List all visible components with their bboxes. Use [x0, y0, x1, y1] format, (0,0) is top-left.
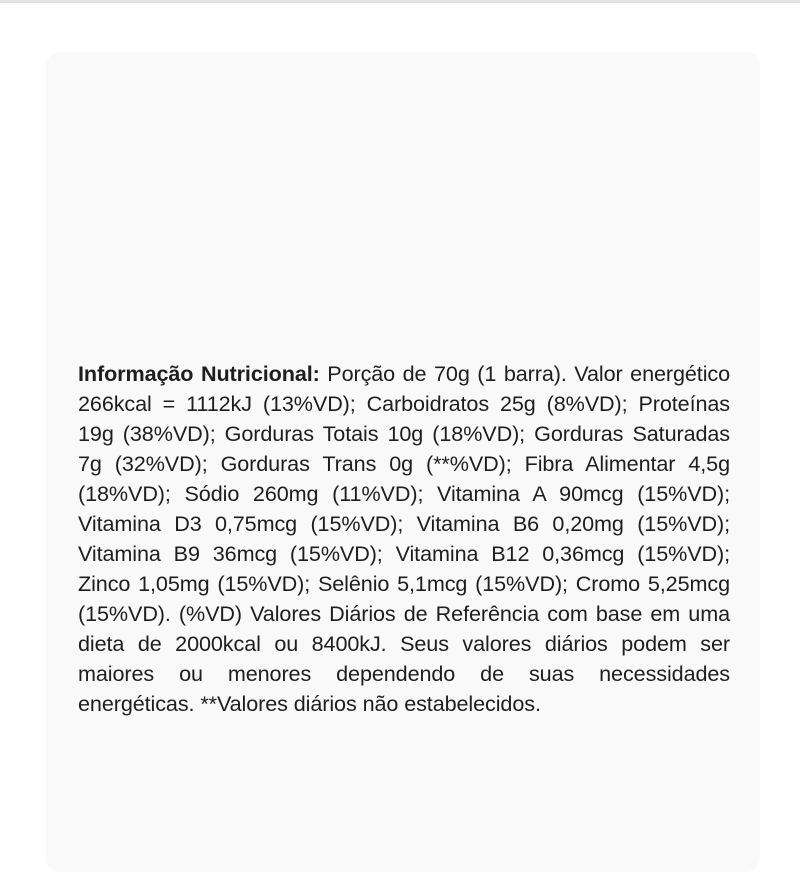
nutrition-facts-body: Porção de 70g (1 barra). Valor energético 266kcal = 1112kJ (13%VD); Carboidratos 25g (8%VD); Proteínas 19g (38%VD); Gorduras Totais 10g (18%VD); Gorduras Saturadas 7g (32%VD); Gorduras Trans 0g (**%VD); Fibra Alimentar 4,5g (18%VD); Sódio 260mg (11%VD); Vitamina A 90mcg (15%VD); Vitamina D3 0,75mcg (15%VD); Vitamina B6 0,20mg (15%VD); Vitamina B9 36mcg (15%VD); Vitamina B12 0,36mcg (15%VD); Zinco 1,05mg (15%VD); Selênio 5,1mcg (15%VD); Cromo 5,25mcg (15%VD). (%VD) Valores Diários de Referência com base em uma dieta de 2000kcal ou 8400kJ. Seus valores diários podem ser maiores ou menores dependendo de suas necessidades energéticas. **Valores diários não estabelecidos. — [78, 361, 730, 716]
nutrition-facts-text — [78, 359, 730, 719]
nutrition-facts-label: Informação Nutricional: — [78, 361, 320, 386]
top-divider — [0, 0, 800, 3]
nutrition-panel — [46, 52, 760, 872]
